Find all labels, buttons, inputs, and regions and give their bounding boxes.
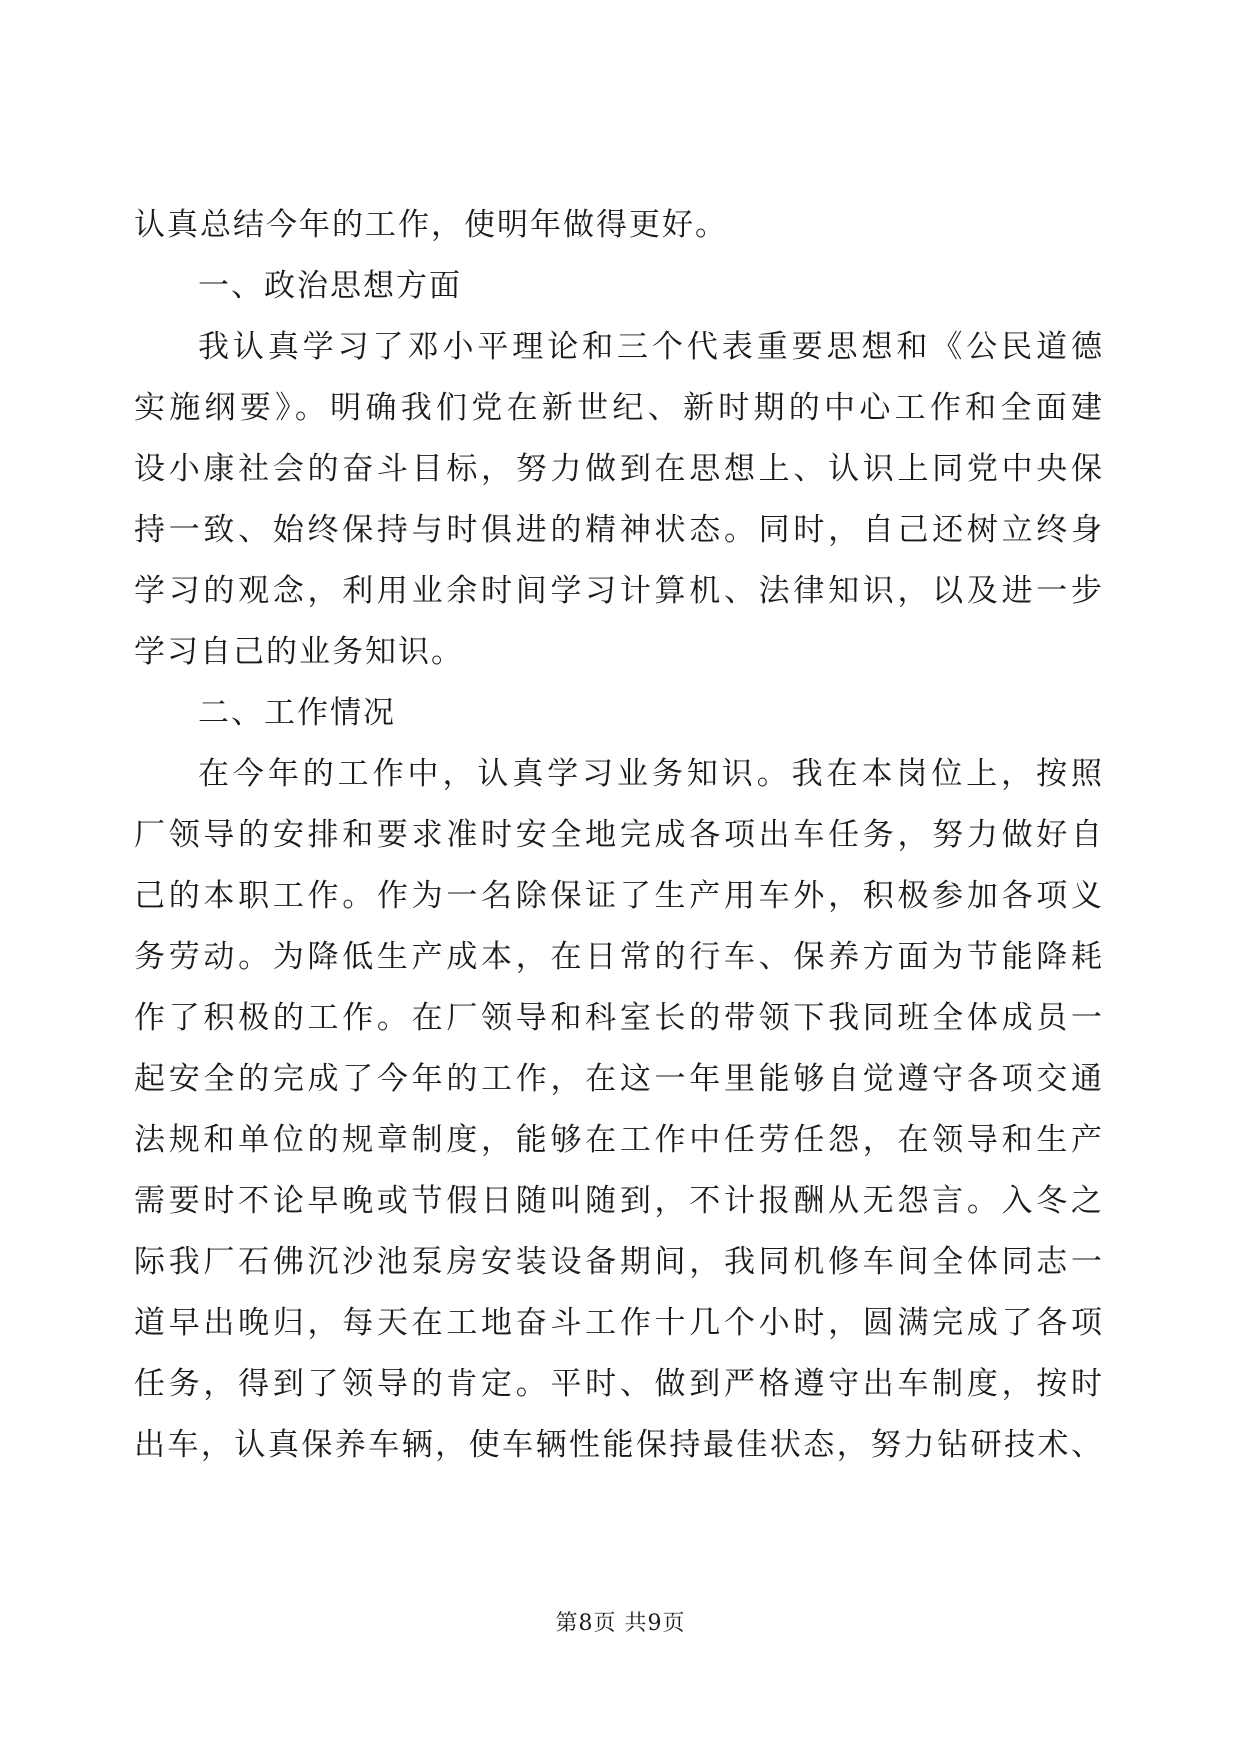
text-line: 学习的观念，利用业余时间学习计算机、法律知识，以及进一步 [134, 573, 1104, 609]
section-heading: 二、工作情况 [198, 695, 396, 731]
text-line: 出车，认真保养车辆，使车辆性能保持最佳状态，努力钻研技术、 [134, 1427, 1104, 1463]
text-line: 务劳动。为降低生产成本，在日常的行车、保养方面为节能降耗 [134, 939, 1104, 975]
section-heading: 一、政治思想方面 [198, 268, 462, 304]
text-line: 认真总结今年的工作，使明年做得更好。 [134, 207, 728, 243]
text-line: 厂领导的安排和要求准时安全地完成各项出车任务，努力做好自 [134, 817, 1104, 853]
text-line: 起安全的完成了今年的工作，在这一年里能够自觉遵守各项交通 [134, 1061, 1104, 1097]
text-line: 设小康社会的奋斗目标，努力做到在思想上、认识上同党中央保 [134, 451, 1104, 487]
text-line: 际我厂石佛沉沙池泵房安装设备期间，我同机修车间全体同志一 [134, 1244, 1104, 1280]
text-line: 法规和单位的规章制度，能够在工作中任劳任怨，在领导和生产 [134, 1122, 1104, 1158]
text-line: 实施纲要》。明确我们党在新世纪、新时期的中心工作和全面建 [134, 390, 1104, 426]
text-line: 学习自己的业务知识。 [134, 634, 464, 670]
text-line: 我认真学习了邓小平理论和三个代表重要思想和《公民道德 [198, 329, 1104, 365]
text-line: 己的本职工作。作为一名除保证了生产用车外，积极参加各项义 [134, 878, 1104, 914]
text-line: 持一致、始终保持与时俱进的精神状态。同时，自己还树立终身 [134, 512, 1104, 548]
text-line: 作了积极的工作。在厂领导和科室长的带领下我同班全体成员一 [134, 1000, 1104, 1036]
text-line: 需要时不论早晚或节假日随叫随到，不计报酬从无怨言。入冬之 [134, 1183, 1104, 1219]
text-line: 任务，得到了领导的肯定。平时、做到严格遵守出车制度，按时 [134, 1366, 1104, 1402]
document-body [134, 195, 1104, 1476]
text-line: 在今年的工作中，认真学习业务知识。我在本岗位上，按照 [198, 756, 1104, 792]
page-number-footer: 第8页 共9页 [555, 1611, 686, 1636]
text-line: 道早出晚归，每天在工地奋斗工作十几个小时，圆满完成了各项 [134, 1305, 1104, 1341]
